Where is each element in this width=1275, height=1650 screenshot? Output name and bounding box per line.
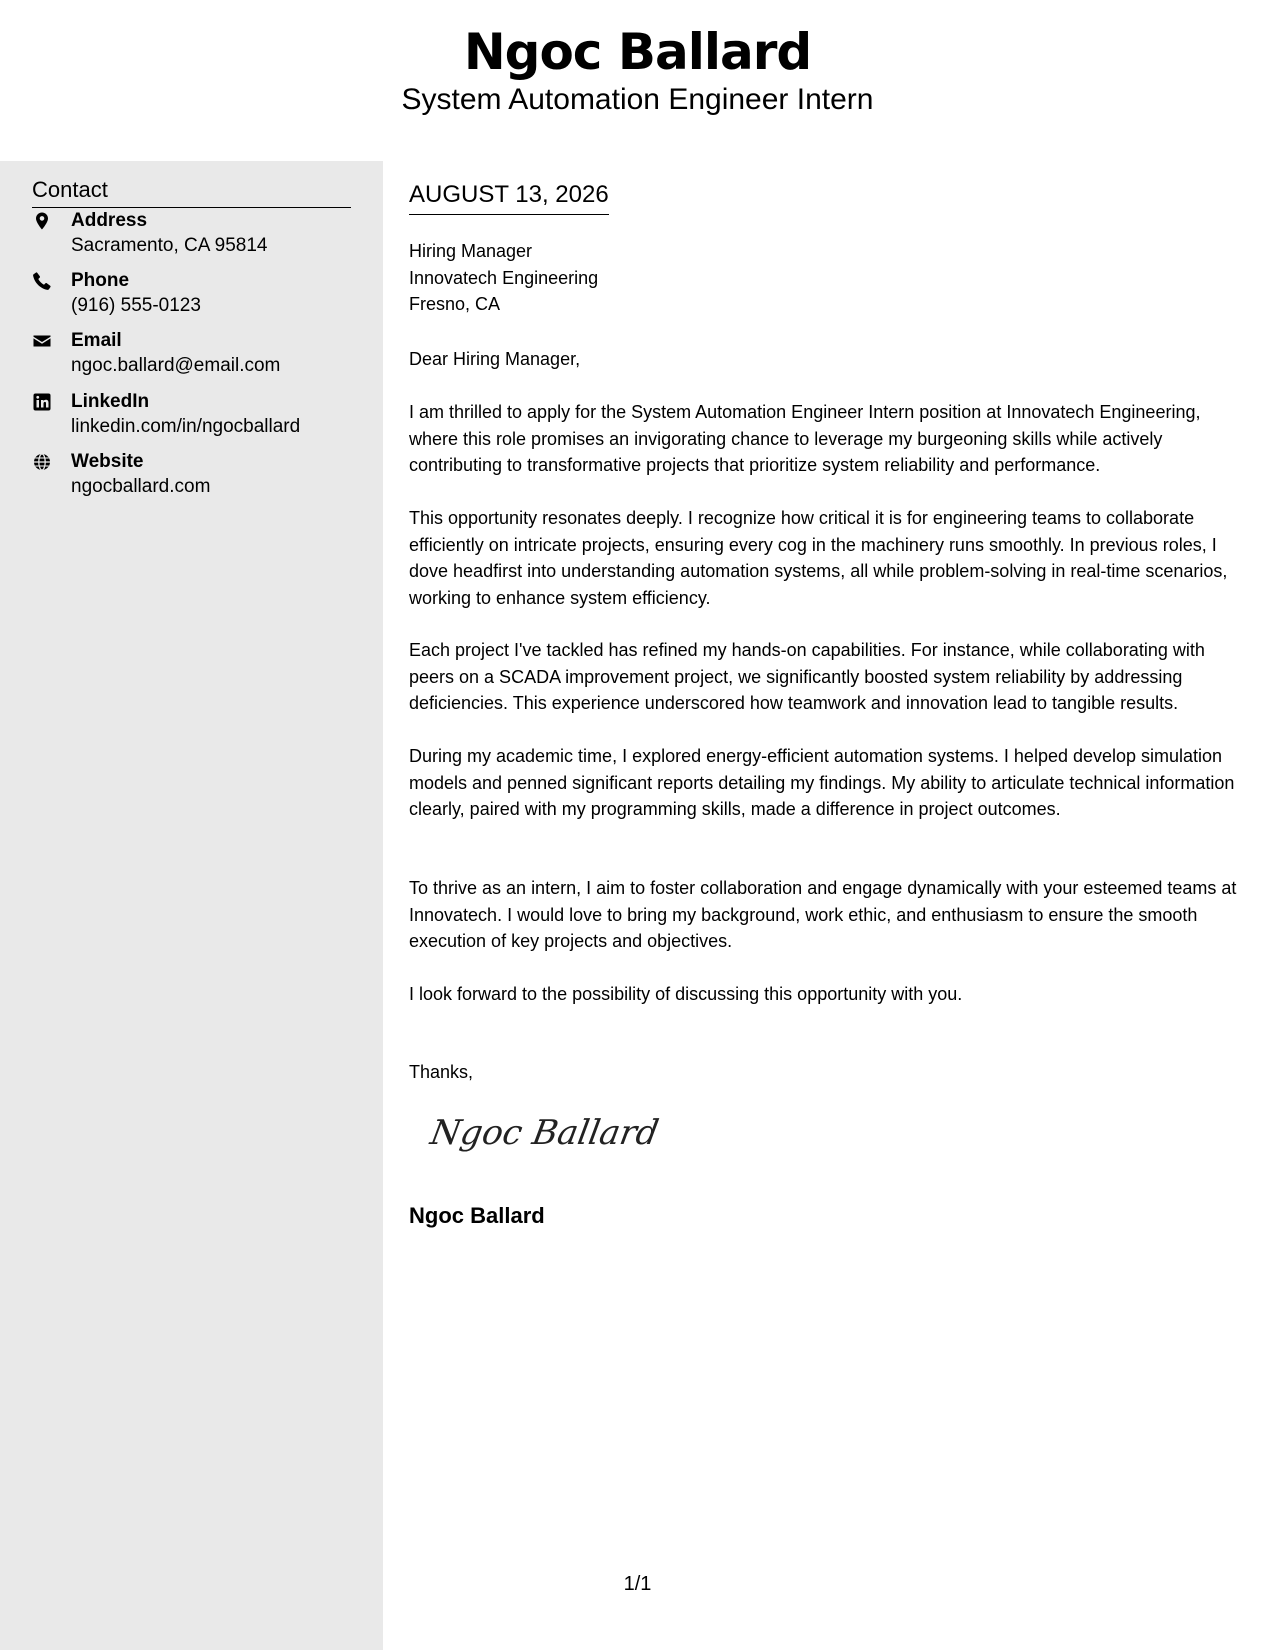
contact-website [32,450,362,506]
contact-value[interactable]: linkedin.com/in/ngocballard [71,416,301,437]
body-paragraph: I am thrilled to apply for the System Automation Engineer Intern position at Innovatech Engineering, where this role promises an invigorating chance to leverage my burgeoning skills while actively contributing to transformative projects that prioritize system reliability and performance. [409,402,1201,475]
map-pin-icon [32,211,52,231]
contact-label: Phone [71,270,130,291]
recipient-line: Innovatech Engineering [409,267,599,288]
phone-icon [32,271,52,291]
contact-heading: Contact [32,175,351,208]
contact-value: ngoc.ballard@email.com [71,355,281,376]
body-paragraph: To thrive as an intern, I aim to foster collaboration and engage dynamically with your esteemed teams at Innovatech. I would love to bring my background, work ethic, and enthusiasm to ensure the smooth execution of key projects and objectives. [409,878,1237,951]
contact-value[interactable]: ngocballard.com [71,476,211,497]
contact-phone [32,269,362,325]
handwritten-signature: Ngoc Ballard [427,1113,662,1153]
contact-label: Address [71,210,148,231]
applicant-name: Ngoc Ballard [463,23,812,81]
job-title: System Automation Engineer Intern [401,83,874,116]
salutation: Dear Hiring Manager, [409,349,581,369]
recipient-line: Hiring Manager [409,241,533,261]
contact-sidebar [0,161,383,1650]
body-paragraph: During my academic time, I explored energy-efficient automation systems. I helped develop simulation models and penned significant reports detailing my findings. My ability to articulate technical information clearly, paired with my programming skills, made a difference in project outcomes. [409,746,1235,819]
contact-linkedin [32,390,362,446]
envelope-icon [32,331,52,351]
body-paragraph: This opportunity resonates deeply. I recognize how critical it is for engineering teams to collaborate efficiently on intricate projects, ensuring every cog in the machinery runs smoothly. In previous roles, I dove headfirst into understanding automation systems, all while problem-solving in real-time scenarios, working to enhance system efficiency. [409,508,1228,608]
body-paragraph: Each project I've tackled has refined my hands-on capabilities. For instance, while collaborating with peers on a SCADA improvement project, we significantly boosted system reliability by addressing deficiencies. This experience underscored how teamwork and innovation lead to tangible results. [409,640,1205,713]
recipient-line: Fresno, CA [409,294,501,314]
contact-address [32,209,362,265]
contact-label: Email [71,330,122,351]
contact-label: LinkedIn [71,391,150,412]
letter-date: AUGUST 13, 2026 [409,179,609,215]
recipient-block [409,238,598,318]
globe-icon [32,452,52,472]
contact-value: Sacramento, CA 95814 [71,235,268,256]
contact-value: (916) 555-0123 [71,295,201,316]
contact-email [32,329,362,385]
page-number: 1/1 [623,1573,652,1595]
letter-header [0,0,1275,161]
closing: Thanks, [409,1062,474,1082]
body-paragraph: I look forward to the possibility of discussing this opportunity with you. [409,984,963,1004]
contact-label: Website [71,451,144,472]
linkedin-icon [32,392,52,412]
signer-name: Ngoc Ballard [409,1203,545,1228]
